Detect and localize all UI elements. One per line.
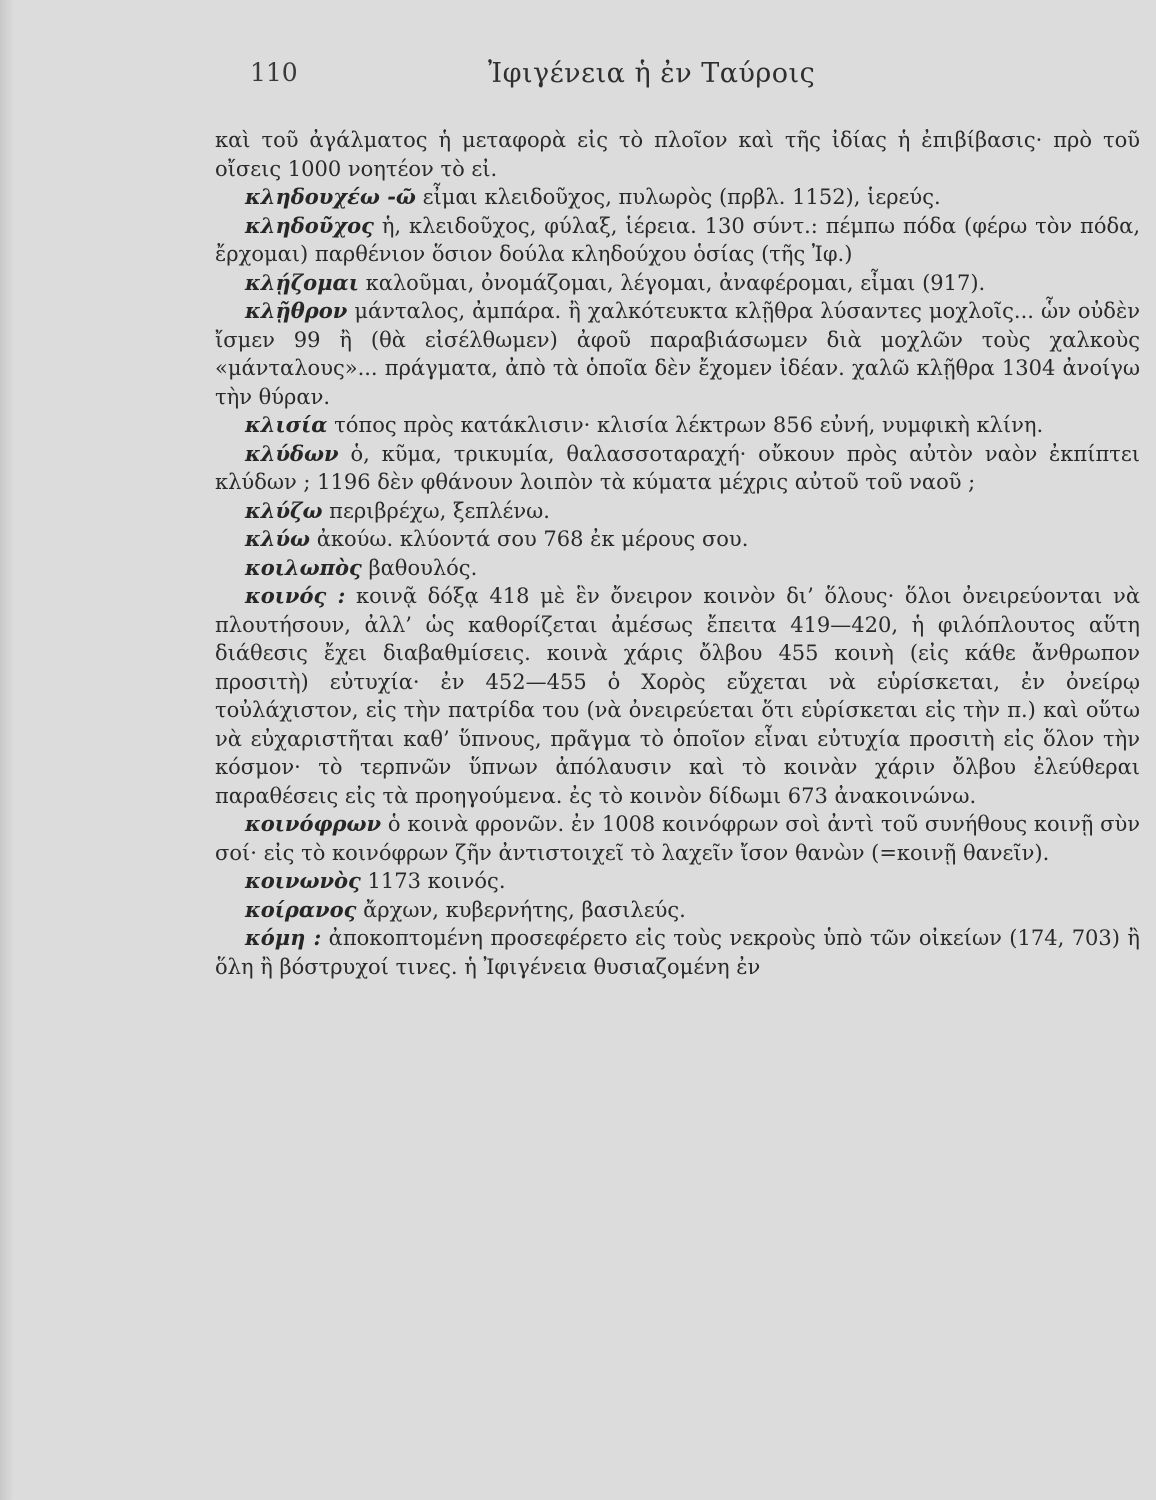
entry-headword: κλύζω [245, 497, 323, 523]
entry-text: καλοῦμαι, ὀνομάζομαι, λέγομαι, ἀναφέρομαι, εἶμαι (917). [365, 270, 986, 295]
entry-text: καὶ τοῦ ἀγάλματος ἡ μεταφορὰ εἰς τὸ πλοῖον καὶ τῆς ἰδίας ἡ ἐπιβίβασις· πρὸ τοῦ οἴσεις 1000 νοητέον τὸ εἰ. [215, 128, 1140, 181]
glossary-entry [215, 497, 1140, 526]
running-header [250, 58, 1116, 98]
glossary-entry [215, 269, 1140, 298]
entry-headword: κλισία [245, 412, 328, 437]
entry-text: κοινᾷ δόξᾳ 418 μὲ ἓν ὄνειρον κοινὸν δι’ ὅλους· ὅλοι ὀνειρεύονται νὰ πλουτήσουν, ἀλλ’ ὡς καθορίζεται ἀμέσως ἔπειτα 419—420, ἡ φιλόπλουτος αὕτη διάθεσις ἔχει διαβαθμίσεις. κοινὰ χάρις ὄλβου 455 κοινὴ (εἰς κάθε ἄνθρωπον προσιτὴ) εὐτυχία· ἐν 452—455 ὁ Χορὸς εὔχεται νὰ εὑρίσκεται, ἐν ὀνείρῳ τοὐλάχιστον, εἰς τὴν πατρίδα του (νὰ ὀνειρεύεται ὅτι εὑρίσκεται εἰς τὴν π.) καὶ οὕτω νὰ εὐχαριστῆται καθ’ ὕπνους, πρᾶγμα τὸ ὁποῖον εἶναι εὐτυχία προσιτὴ εἰς ὅλον τὴν κόσμον· τὸ τερπνῶν ὕπνων ἀπόλαυσιν καὶ τὸ κοινὰν χάριν ὄλβου ἐλεύθεραι παραθέσεις εἰς τὰ προηγούμενα. ἐς τὸ κοινὸν δίδωμι 673 ἀνακοινώνω. [215, 584, 1141, 808]
entry-headword: κληδουχέω -ῶ [245, 184, 416, 209]
entry-headword: κληδοῦχος [245, 212, 374, 238]
entry-text: ἀκούω. κλύοντά σου 768 ἐκ μέρους σου. [316, 527, 749, 551]
glossary-entry-continuation [215, 126, 1140, 183]
glossary-entry [215, 525, 1140, 554]
running-title: Ἰφιγένεια ἡ ἐν Ταύροις [488, 58, 816, 89]
entry-text: μάνταλος, ἀμπάρα. ἢ χαλκότευκτα κλῇθρα λύσαντες μοχλοῖς... ὧν οὐδὲν ἴσμεν 99 ἢ (θὰ εἰσέλθωμεν) ἀφοῦ παραβιάσωμεν διὰ μοχλῶν τοὺς χαλκοὺς «μάνταλους»... πράγματα, ἀπὸ τὰ ὁποῖα δὲν ἔχομεν ἰδέαν. χαλῶ κλῇθρα 1304 ἀνοίγω τὴν θύραν. [215, 299, 1140, 409]
entry-headword: κοίρανος [245, 896, 357, 922]
entry-text: ἡ, κλειδοῦχος, φύλαξ, ἱέρεια. 130 σύντ.: πέμπω πόδα (φέρω τὸν πόδα, ἔρχομαι) παρθένιον ὅσιον δούλα κληδούχου ὁσίας (τῆς Ἰφ.) [215, 213, 1140, 266]
entry-text: ἄρχων, κυβερνήτης, βασιλεύς. [363, 897, 686, 922]
entry-headword: κοινόφρων [245, 811, 382, 836]
glossary-body [215, 126, 1140, 981]
entry-text: ὁ κοινὰ φρονῶν. ἐν 1008 κοινόφρων σοὶ ἀντὶ τοῦ συνήθους κοινῇ σὺν σοί· εἰς τὸ κοινόφρων ζῆν ἀντιστοιχεῖ τὸ λαχεῖν ἴσον θανὼν (=κοινῇ θανεῖν). [215, 812, 1140, 865]
entry-headword: κλύδων [245, 440, 339, 466]
glossary-entry [215, 440, 1140, 497]
entry-headword: κόμη : [245, 925, 322, 950]
entry-headword: κοινός : [245, 583, 346, 608]
entry-text: βαθουλός. [368, 555, 478, 580]
entry-headword: κλῄζομαι [245, 269, 359, 295]
glossary-entry [215, 183, 1140, 212]
entry-headword: κλῇθρον [245, 298, 348, 323]
entry-headword: κοιλωπὸς [245, 554, 362, 580]
glossary-entry [215, 896, 1140, 925]
glossary-entry [215, 212, 1140, 269]
glossary-entry [215, 582, 1140, 810]
entry-text: ὁ, κῦμα, τρικυμία, θαλασσοταραχή· οὔκουν πρὸς αὐτὸν ναὸν ἐκπίπτει κλύδων ; 1196 δὲν φθάνουν λοιπὸν τὰ κύματα μέχρις αὐτοῦ τοῦ ναοῦ ; [215, 441, 1140, 494]
glossary-entry [215, 924, 1140, 981]
entry-headword: κοινωνὸς [245, 868, 361, 893]
entry-text: τόπος πρὸς κατάκλισιν· κλισία λέκτρων 856 εὐνή, νυμφικὴ κλίνη. [334, 413, 1044, 437]
entry-text: περιβρέχω, ξεπλένω. [329, 498, 550, 523]
page-number: 110 [250, 58, 298, 87]
glossary-entry [215, 554, 1140, 583]
glossary-entry [215, 810, 1140, 867]
glossary-entry [215, 411, 1140, 440]
entry-text: εἶμαι κλειδοῦχος, πυλωρὸς (πρβλ. 1152), ἱερεύς. [422, 185, 941, 209]
glossary-entry [215, 297, 1140, 411]
glossary-entry [215, 867, 1140, 896]
entry-headword: κλύω [245, 526, 311, 551]
entry-text: ἀποκοπτομένη προσεφέρετο εἰς τοὺς νεκροὺς ὑπὸ τῶν οἰκείων (174, 703) ἢ ὅλη ἢ βόστρυχοί τινες. ἡ Ἰφιγένεια θυσιαζομένη ἐν [215, 926, 1140, 979]
page-gutter-edge [0, 0, 14, 1500]
entry-text: 1173 κοινός. [367, 869, 506, 893]
